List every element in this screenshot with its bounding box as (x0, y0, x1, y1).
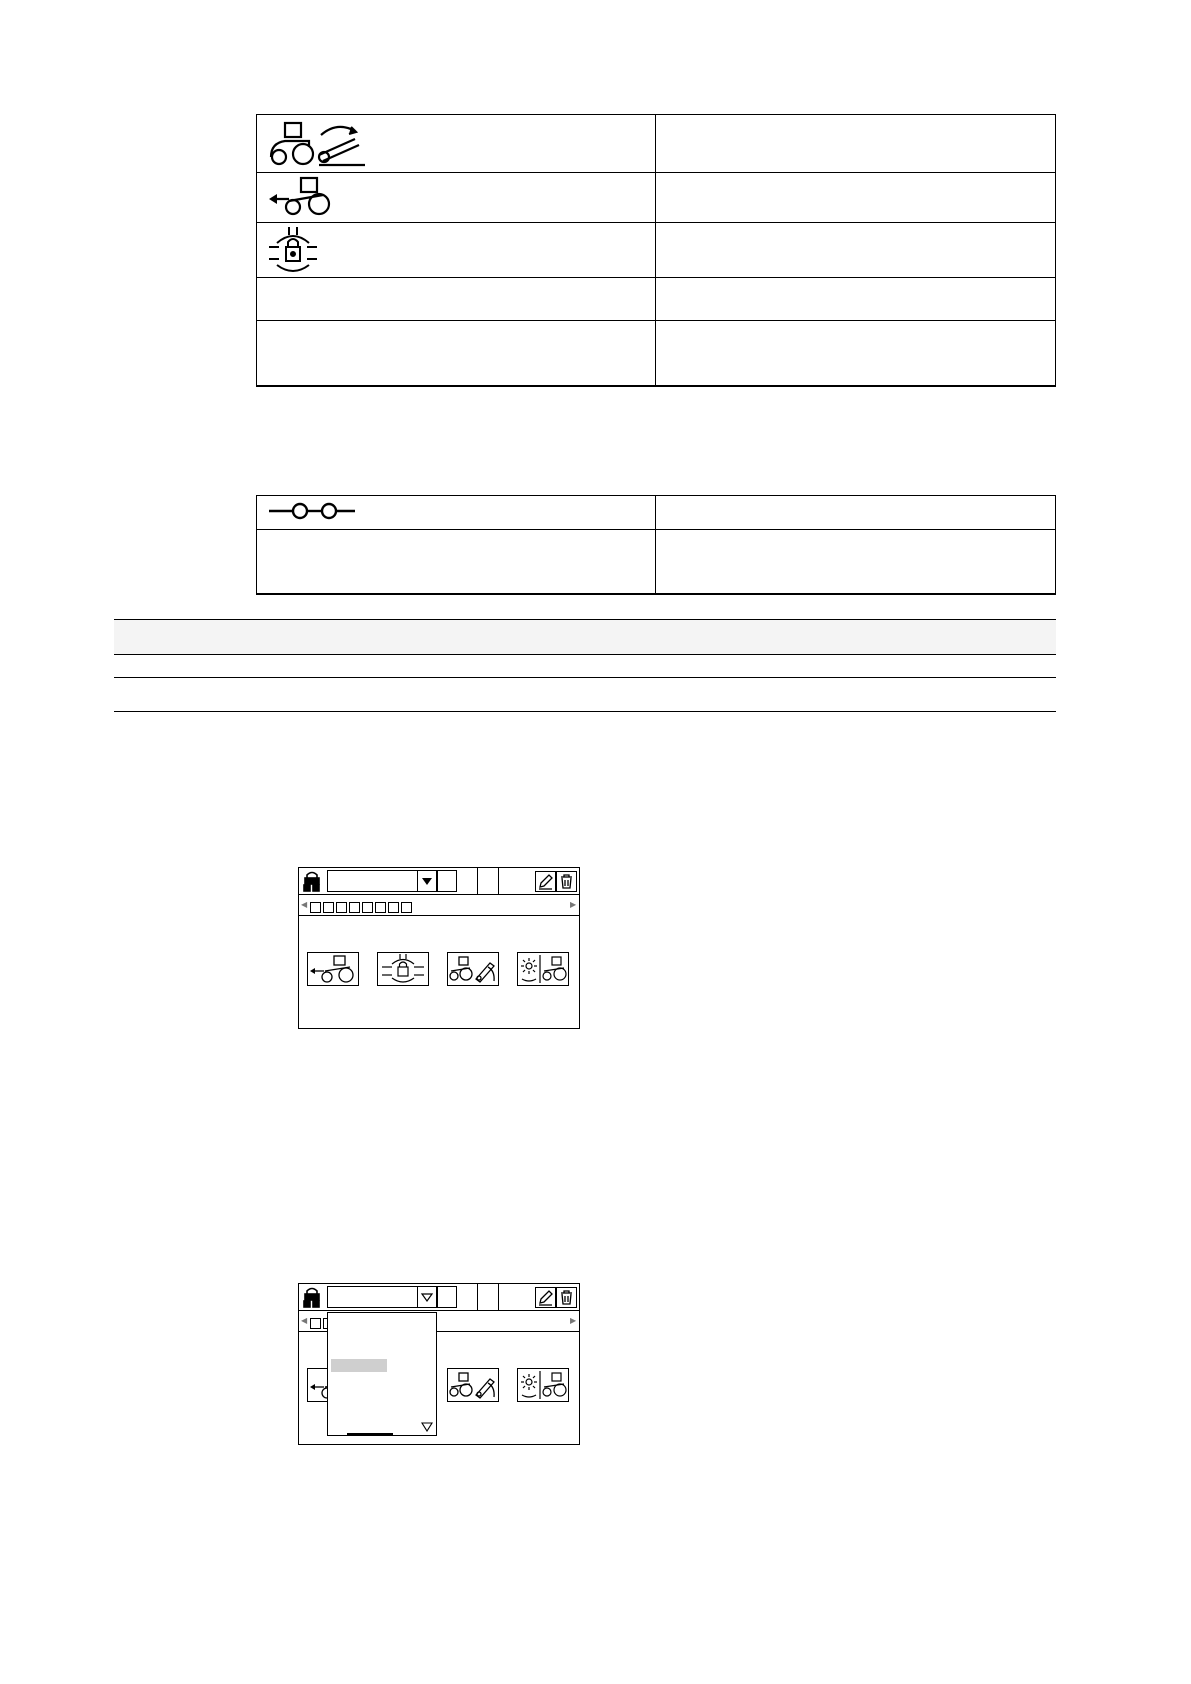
delete-button[interactable] (556, 871, 577, 892)
divider (114, 711, 1056, 712)
function-button-tool[interactable] (447, 1368, 499, 1402)
edit-button[interactable] (535, 1287, 556, 1308)
description-cell (656, 173, 1056, 223)
divider (114, 677, 1056, 678)
two-circle-link-icon (267, 500, 357, 522)
page-dot[interactable] (375, 902, 386, 913)
tractor-sun-icon (518, 953, 568, 985)
description-cell (656, 223, 1056, 278)
scroll-left-icon[interactable]: ◀ (301, 1316, 308, 1325)
symbol-table-1 (256, 114, 1056, 387)
implement-dropdown[interactable] (327, 870, 437, 892)
table-row (257, 530, 1056, 594)
table-row (257, 115, 1056, 173)
implement-lock-icon[interactable] (302, 870, 322, 892)
description-cell (656, 321, 1056, 386)
table-row (257, 173, 1056, 223)
tractor-rear-hitch-icon (267, 175, 337, 217)
tractor-sun-icon (518, 1369, 568, 1401)
symbol-cell (257, 173, 656, 223)
scroll-down-icon[interactable] (421, 1422, 433, 1432)
page-dot[interactable] (323, 902, 334, 913)
symbol-table-2 (256, 495, 1056, 595)
function-button-sun[interactable] (517, 1368, 569, 1402)
page-dot[interactable] (362, 902, 373, 913)
table-row (257, 223, 1056, 278)
edit-button[interactable] (535, 871, 556, 892)
page-indicator-row (299, 895, 579, 916)
pencil-icon (536, 1288, 555, 1307)
terminal-screen-1 (298, 867, 580, 1029)
dropdown-toggle[interactable] (417, 871, 436, 891)
dropdown-selected-item[interactable] (331, 1359, 387, 1372)
description-cell (656, 115, 1056, 173)
page-dot[interactable] (310, 1318, 321, 1329)
implement-lock-icon[interactable] (302, 1286, 322, 1308)
screen-top-bar (299, 868, 579, 895)
section-header-band (114, 619, 1056, 655)
trash-icon (557, 872, 576, 891)
tractor-tool-icon (448, 953, 498, 985)
scroll-indicator (347, 1433, 393, 1435)
symbol-cell (257, 496, 656, 530)
terminal-screen-2 (298, 1283, 580, 1445)
table-row (257, 278, 1056, 321)
screen-top-bar (299, 1284, 579, 1311)
symbol-cell (257, 115, 656, 173)
screen-tab[interactable] (477, 1284, 499, 1310)
page-dot[interactable] (310, 902, 321, 913)
symbol-cell (257, 278, 656, 321)
symbol-cell (257, 530, 656, 594)
description-cell (656, 278, 1056, 321)
padlock-valve-icon (267, 225, 319, 273)
page-dot[interactable] (388, 902, 399, 913)
table-row (257, 496, 1056, 530)
scroll-right-icon[interactable]: ▶ (570, 1316, 577, 1325)
dropdown-toggle[interactable] (417, 1287, 436, 1307)
function-button-tool[interactable] (447, 952, 499, 986)
symbol-cell (257, 321, 656, 386)
toolbar-box[interactable] (437, 870, 457, 892)
pencil-icon (536, 872, 555, 891)
scroll-right-icon[interactable]: ▶ (570, 900, 577, 909)
toolbar-box[interactable] (437, 1286, 457, 1308)
screen-tab[interactable] (477, 868, 499, 894)
tractor-tool-icon (448, 1369, 498, 1401)
delete-button[interactable] (556, 1287, 577, 1308)
triangle-down-icon (418, 871, 436, 891)
padlock-valve-icon (378, 953, 428, 985)
page-dot[interactable] (349, 902, 360, 913)
function-button-sun[interactable] (517, 952, 569, 986)
scroll-left-icon[interactable]: ◀ (301, 900, 308, 909)
description-cell (656, 496, 1056, 530)
page-dot[interactable] (401, 902, 412, 913)
description-cell (656, 530, 1056, 594)
tractor-conveyor-icon (267, 117, 377, 167)
symbol-cell (257, 223, 656, 278)
trash-icon (557, 1288, 576, 1307)
table-row (257, 321, 1056, 386)
function-button-lock[interactable] (377, 952, 429, 986)
page-dot[interactable] (336, 902, 347, 913)
tractor-rear-hitch-icon (308, 953, 358, 985)
function-button-rear-hitch[interactable] (307, 952, 359, 986)
dropdown-list[interactable] (327, 1312, 437, 1436)
implement-dropdown[interactable] (327, 1286, 437, 1308)
triangle-down-outline-icon (418, 1287, 436, 1307)
